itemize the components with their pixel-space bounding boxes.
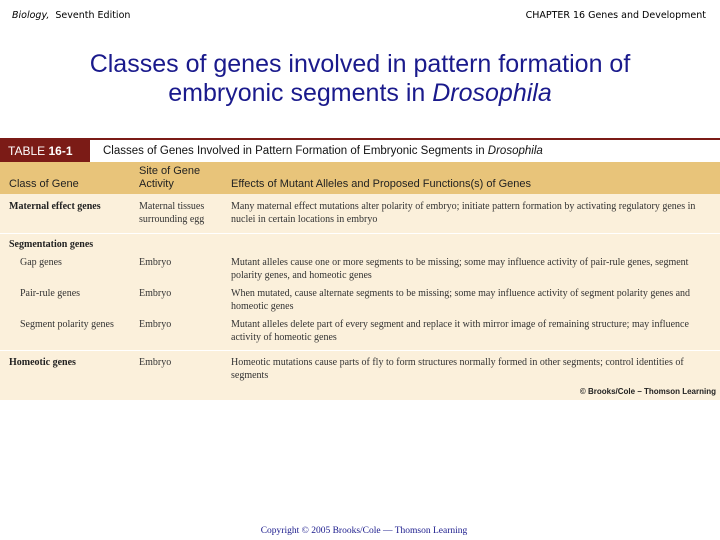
- row-pair-rule-class: Pair-rule genes: [20, 288, 81, 299]
- row-segmentation-heading: Segmentation genes: [9, 239, 94, 250]
- table-label: TABLE 16-1: [0, 140, 90, 162]
- slide-title-species: Drosophila: [432, 79, 552, 107]
- row-maternal-effect1: Many maternal effect mutations alter polarity of embryo; initiate pattern formation by activating regulatory genes in: [231, 201, 696, 212]
- row-gap-effect1: Mutant alleles cause one or more segments to be missing; some may influence activity of pair-rule genes, segment: [231, 257, 689, 268]
- header-site-line1: Site of Gene: [139, 165, 201, 177]
- table-caption: Classes of Genes Involved in Pattern Formation of Embryonic Segments in Drosophila: [103, 145, 543, 157]
- row-segment-polarity-site: Embryo: [139, 319, 172, 330]
- row-segment-polarity-class: Segment polarity genes: [20, 319, 114, 330]
- gene-classes-table: [0, 138, 720, 400]
- row-gap-class: Gap genes: [20, 257, 62, 268]
- row-divider: [0, 350, 720, 351]
- row-homeotic-class: Homeotic genes: [9, 357, 76, 368]
- row-maternal-site2: surrounding egg: [139, 214, 205, 225]
- row-maternal-effect2: nuclei in certain locations in embryo: [231, 214, 378, 225]
- row-divider: [0, 233, 720, 234]
- book-title: [12, 10, 130, 21]
- slide-title: [0, 50, 720, 108]
- slide-title-line2: embryonic segments in Drosophila: [168, 79, 552, 107]
- copyright-footer: Copyright © 2005 Brooks/Cole — Thomson Learning: [260, 526, 468, 536]
- row-maternal-site1: Maternal tissues: [139, 201, 205, 212]
- row-homeotic-effect2: segments: [231, 370, 269, 381]
- slide-title-line1: Classes of genes involved in pattern formation of: [89, 50, 631, 78]
- chapter-title: CHAPTER 16 Genes and Development: [525, 10, 706, 21]
- row-segment-polarity-effect1: Mutant alleles delete part of every segment and replace it with mirror image of remaining structure; may influence: [231, 319, 689, 330]
- header-class: Class of Gene: [9, 178, 79, 190]
- row-gap-site: Embryo: [139, 257, 172, 268]
- row-gap-effect2: polarity genes, and homeotic genes: [231, 270, 372, 281]
- row-homeotic-site: Embryo: [139, 357, 172, 368]
- header-site-line2: Activity: [139, 178, 174, 190]
- table-credit: © Brooks/Cole – Thomson Learning: [579, 387, 716, 396]
- book-edition: Seventh Edition: [55, 10, 131, 21]
- table-column-headers: [0, 162, 720, 194]
- header-effects: Effects of Mutant Alleles and Proposed Functions(s) of Genes: [231, 178, 532, 190]
- book-title-italic: Biology,: [12, 10, 50, 21]
- row-maternal-class: Maternal effect genes: [9, 201, 101, 212]
- row-pair-rule-site: Embryo: [139, 288, 172, 299]
- row-pair-rule-effect2: homeotic genes: [231, 301, 294, 312]
- row-pair-rule-effect1: When mutated, cause alternate segments to be missing; some may influence activity of segment polarity genes and: [231, 288, 691, 299]
- table-title-bar: [0, 138, 720, 164]
- row-homeotic-effect1: Homeotic mutations cause parts of fly to form structures normally formed in other segments; control identities of: [231, 357, 684, 368]
- row-segment-polarity-effect2: activity of homeotic genes: [231, 332, 337, 343]
